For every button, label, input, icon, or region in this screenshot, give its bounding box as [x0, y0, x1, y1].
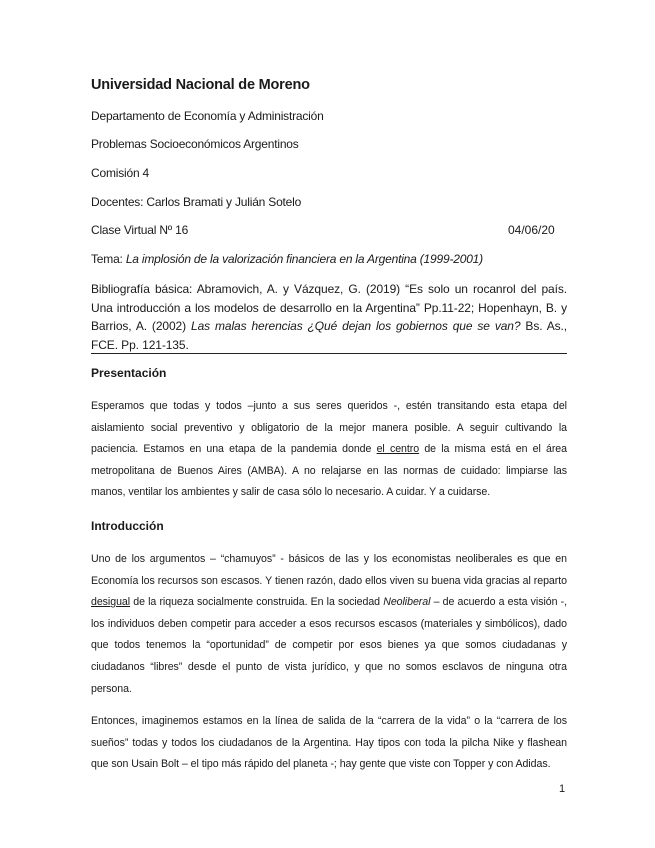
intro-p1-underlined: desigual	[91, 596, 131, 609]
class-date: 04/06/20	[508, 223, 555, 237]
intro-p1-text-a: Uno de los argumentos – “chamuyos” - básicos de las y los economistas neoliberales es que en Economía los recursos son escasos. Y tienen razón, dado ellos viven su buena vida gracias al reparto	[91, 553, 567, 587]
page-number: 1	[559, 783, 566, 795]
intro-p1-italic: Neoliberal	[383, 596, 431, 609]
topic-line	[91, 252, 483, 266]
teachers: Docentes: Carlos Bramati y Julián Sotelo	[91, 195, 302, 209]
presentacion-text-a: Esperamos que todas y todos –junto a sus seres queridos -, estén transitando esta etapa del aislamiento social preventivo y obligatorio de la mejor manera posible. A seguir cultivando la paciencia. Estamos en una etapa de la pandemia donde	[91, 400, 567, 456]
department-name: Departamento de Economía y Administración	[91, 109, 324, 123]
bibliography-part1: Abramovich, A. y Vázquez, G. (2019) “Es solo un rocanrol del país. Una introducción a los modelos de desarrollo en la Argentina” Pp.11-22; Hopenhayn, B. y Barrios, A. (2002)	[91, 282, 567, 333]
presentacion-paragraph	[91, 396, 567, 504]
header-divider	[91, 353, 567, 354]
introduccion-paragraph-1	[91, 549, 567, 700]
presentacion-underlined: el centro	[376, 443, 420, 456]
presentacion-text-b: de la misma está en el área metropolitana de Buenos Aires (AMBA). A no relajarse en las normas de cuidado: limpiarse las manos, ventilar los ambientes y salir de casa sólo lo necesario. A cuidar. Y a cuidarse.	[91, 443, 567, 499]
bibliography-label: Bibliografía básica:	[91, 282, 193, 296]
commission: Comisión 4	[91, 166, 150, 180]
topic-text: La implosión de la valorización financiera en la Argentina (1999-2001)	[125, 252, 483, 266]
introduccion-paragraph-2: Entonces, imaginemos estamos en la línea de salida de la “carrera de la vida” o la “carrera de los sueños” todas y todos los ciudadanos de la Argentina. Hay tipos con toda la pilcha Nike y flashean que son Usain Bolt – el tipo más rápido del planeta -; hay gente que viste con Topper y con Adidas.	[91, 715, 567, 771]
university-name: Universidad Nacional de Moreno	[91, 77, 310, 93]
intro-p1-text-b: de la riqueza socialmente construida. En la sociedad	[133, 596, 381, 609]
introduccion-heading: Introducción	[91, 519, 164, 533]
course-name: Problemas Socioeconómicos Argentinos	[91, 137, 299, 151]
class-label: Clase Virtual Nº 16	[91, 223, 189, 237]
bibliography-part2: Bs. As., FCE. Pp. 121-135.	[91, 319, 568, 352]
topic-label: Tema:	[91, 252, 123, 266]
bibliography	[91, 280, 567, 354]
intro-p1-text-c: – de acuerdo a esta visión -, los individuos deben competir para acceder a esos recursos escasos (materiales y simbólicos), dado que todos tenemos la “oportunidad” de competir por esos bienes ya que somos ciudadanas y ciudadanos “libres” desde el punto de vista jurídico, y que no somos esclavos de ninguna otra persona.	[91, 596, 567, 695]
presentacion-heading: Presentación	[91, 366, 167, 380]
bibliography-italic-title: Las malas herencias ¿Qué dejan los gobiernos que se van?	[191, 319, 521, 333]
